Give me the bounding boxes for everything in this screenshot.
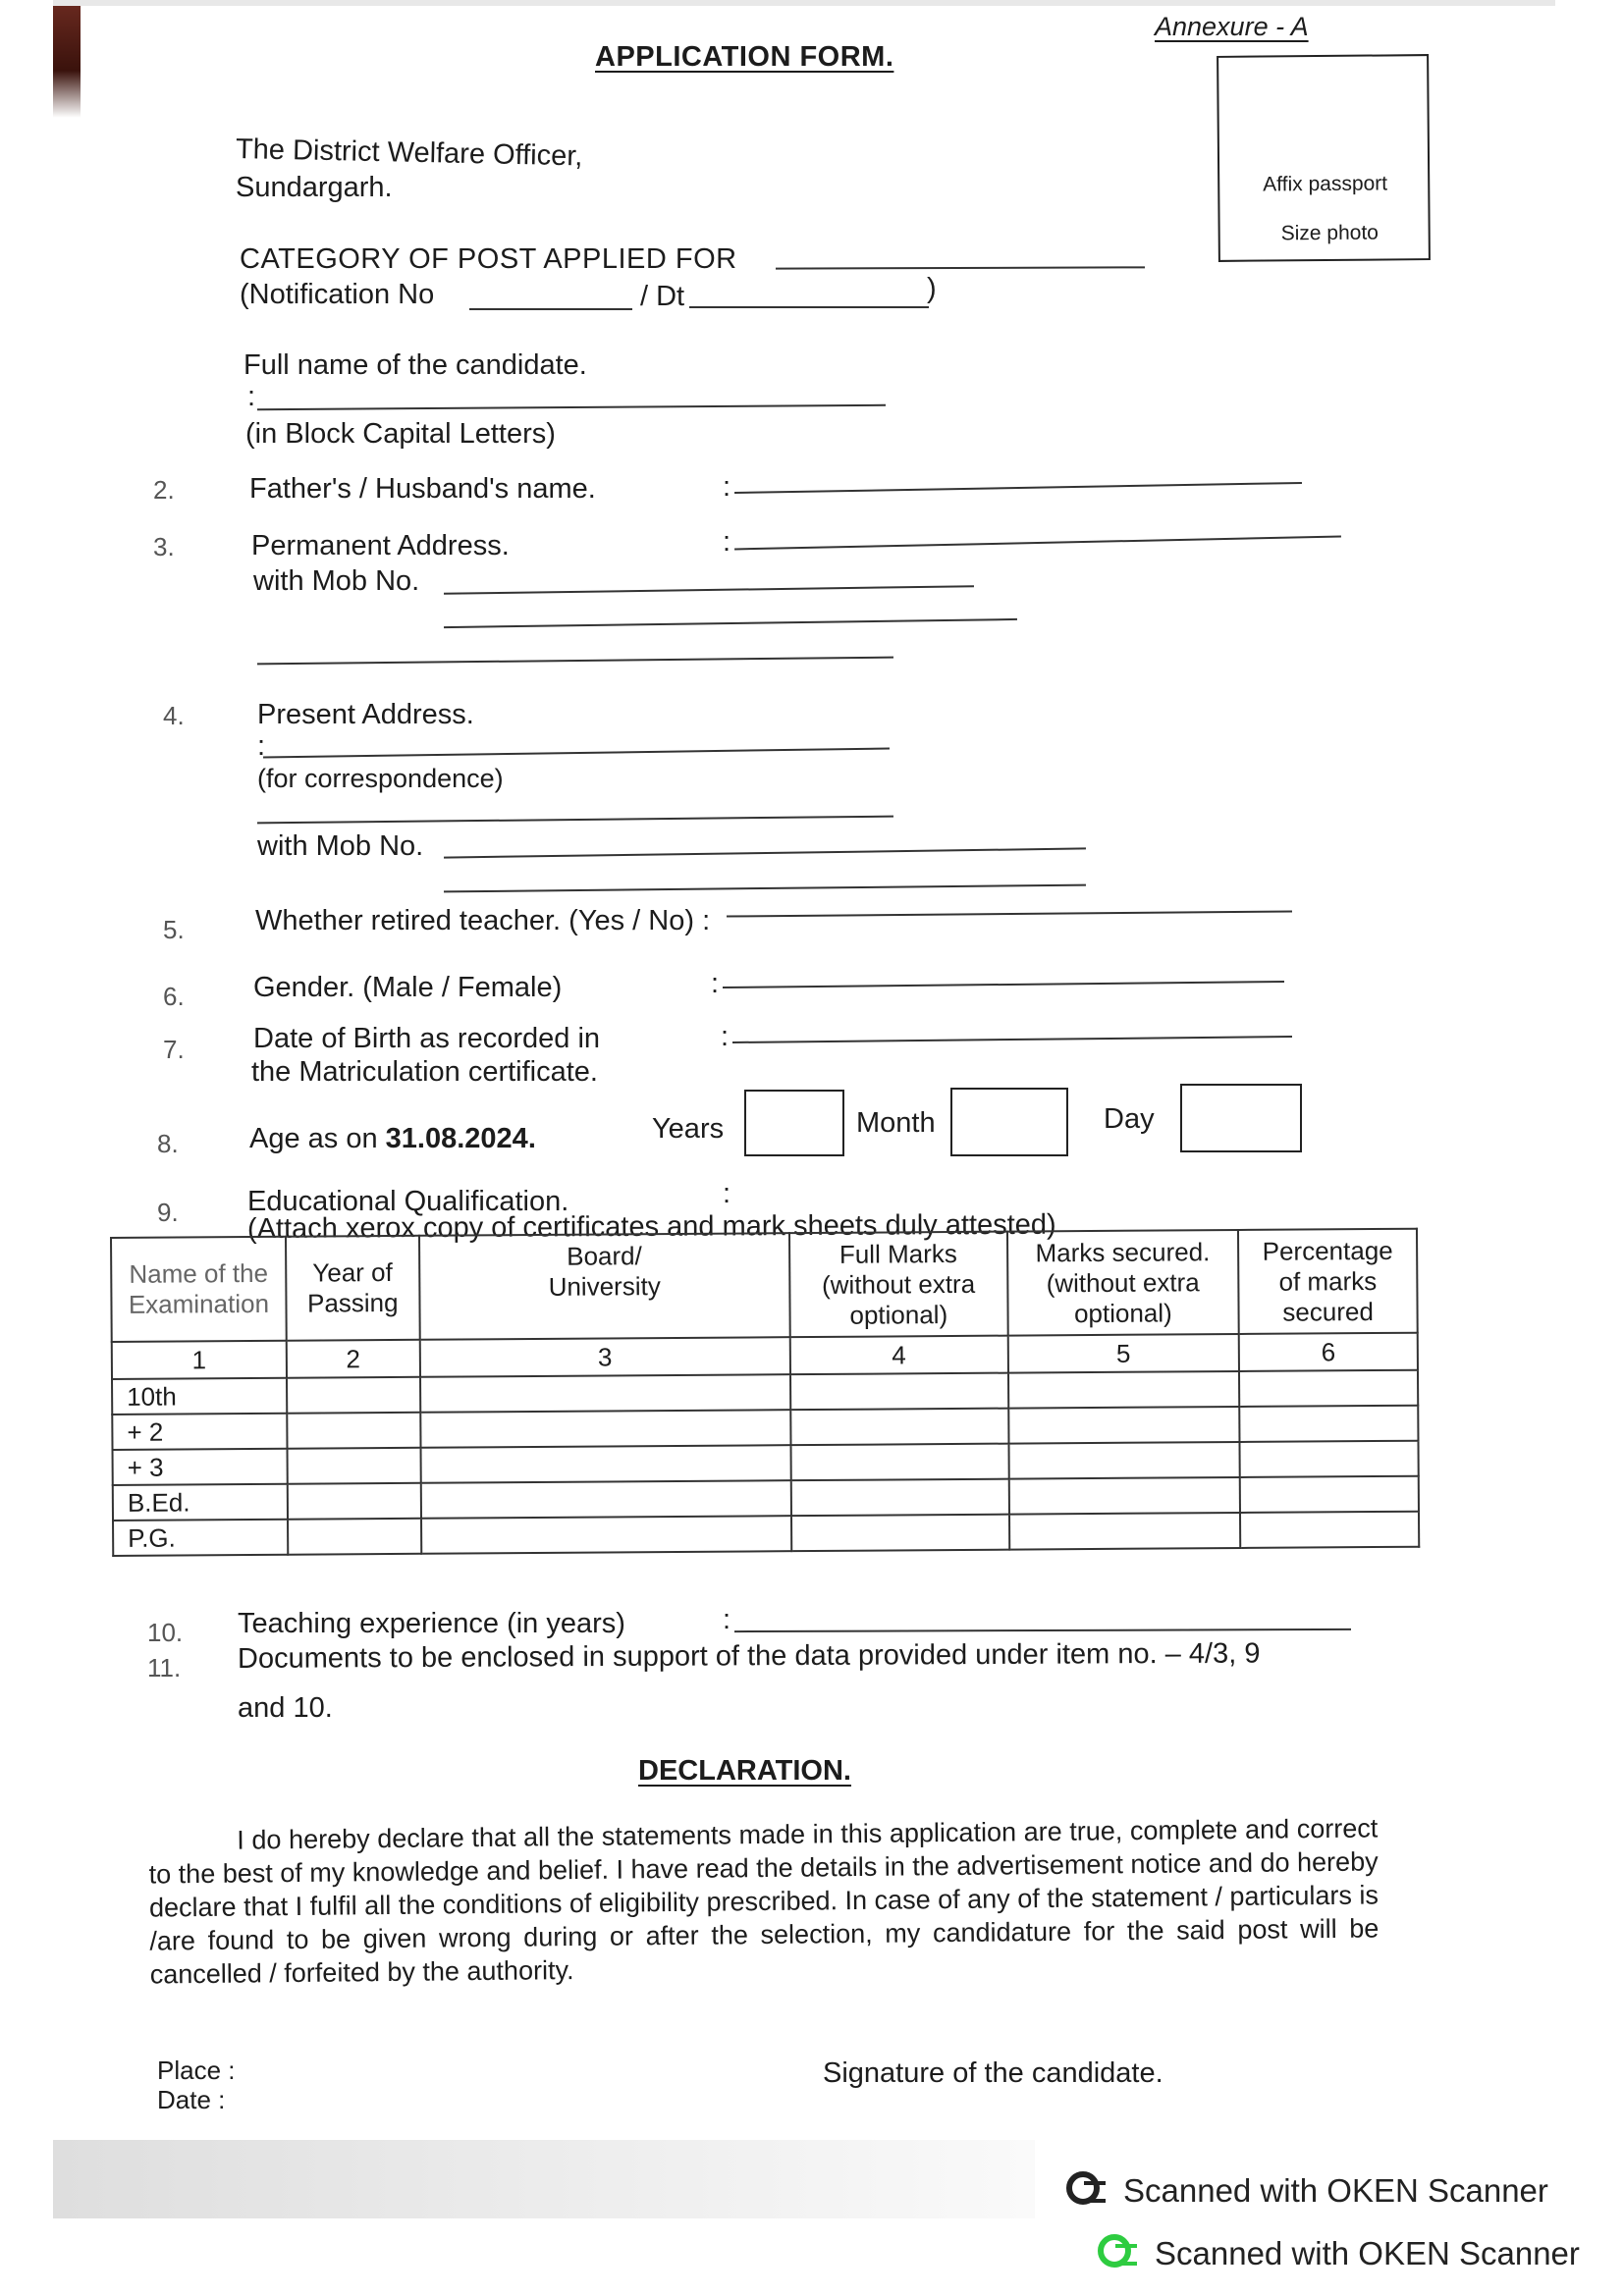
age-years-box[interactable] <box>744 1090 844 1156</box>
table-header-row <box>111 1229 1418 1342</box>
header-text: University <box>548 1271 661 1302</box>
column-number: 6 <box>1239 1333 1418 1371</box>
item-number-6: 6. <box>163 982 185 1011</box>
gender-label: Gender. (Male / Female) <box>253 972 563 1003</box>
board-cell[interactable] <box>420 1410 790 1448</box>
item-number-4: 4. <box>163 701 185 730</box>
page-title: APPLICATION FORM. <box>595 41 894 73</box>
full-name-label: Full name of the candidate. <box>243 349 587 381</box>
full-marks-cell[interactable] <box>790 1409 1008 1446</box>
exam-name: 10th <box>112 1378 287 1415</box>
oken-logo-icon <box>1098 2234 1141 2273</box>
marks-secured-cell[interactable] <box>1009 1513 1241 1550</box>
header-text: Passing <box>306 1287 399 1318</box>
full-marks-cell[interactable] <box>790 1373 1008 1411</box>
permanent-address-field[interactable] <box>734 536 1341 551</box>
column-number: 1 <box>112 1341 287 1379</box>
header-percentage <box>1238 1229 1418 1334</box>
notification-close: ) <box>927 273 937 304</box>
age-month-box[interactable] <box>950 1088 1068 1156</box>
oken-logo-icon <box>1066 2171 1109 2211</box>
gender-colon: : <box>711 968 720 999</box>
year-cell[interactable] <box>288 1519 421 1555</box>
father-name-field[interactable] <box>734 482 1302 494</box>
permanent-mob-label: with Mob No. <box>253 565 420 597</box>
teaching-experience-colon: : <box>723 1604 731 1635</box>
scan-edge-top <box>53 0 1555 6</box>
notification-date-field[interactable] <box>689 306 929 308</box>
present-address-colon: : <box>257 730 266 762</box>
age-day-box[interactable] <box>1180 1084 1302 1152</box>
header-text: (without extra <box>821 1268 976 1300</box>
age-label-text: Age as on <box>249 1123 378 1154</box>
board-cell[interactable] <box>420 1374 790 1413</box>
photo-box-line2: Size photo <box>1280 221 1380 245</box>
header-text: Name of the <box>129 1257 269 1289</box>
father-name-label: Father's / Husband's name. <box>249 473 596 505</box>
present-mob-field[interactable] <box>444 847 1086 858</box>
dob-label-line2: the Matriculation certificate. <box>251 1056 598 1088</box>
header-full-marks <box>789 1232 1007 1338</box>
full-marks-cell[interactable] <box>791 1479 1009 1517</box>
header-text: optional) <box>1073 1297 1172 1328</box>
header-year <box>286 1236 420 1341</box>
years-label: Years <box>652 1113 725 1145</box>
permanent-address-line2[interactable] <box>444 618 1017 628</box>
header-text: Full Marks <box>839 1238 957 1269</box>
year-cell[interactable] <box>287 1448 420 1484</box>
day-label: Day <box>1104 1103 1155 1135</box>
teaching-experience-field[interactable] <box>734 1629 1351 1632</box>
header-text: of marks <box>1278 1265 1378 1297</box>
percentage-cell[interactable] <box>1240 1476 1419 1513</box>
item-number-5: 5. <box>163 915 185 944</box>
declaration-text: I do hereby declare that all the statements made in this application are true, complete and correct to the best of my knowledge and belief. I have read the details in the advertisement notice and do hereby declare that I fulfil all the conditions of eligibility prescribed. In case of any of the statement / particulars is /are found to be given wrong during or after the selection, my candidature for the said post will be cancelled / forfeited by the authority. <box>148 1813 1380 1990</box>
percentage-cell[interactable] <box>1240 1512 1419 1548</box>
photo-box[interactable] <box>1217 54 1431 262</box>
block-letters-note: (in Block Capital Letters) <box>245 418 556 450</box>
percentage-cell[interactable] <box>1240 1441 1419 1477</box>
year-cell[interactable] <box>288 1483 421 1520</box>
scanner-watermark-1 <box>1066 2171 1548 2211</box>
item-number-8: 8. <box>157 1129 179 1158</box>
gender-field[interactable] <box>723 981 1284 988</box>
header-text: secured <box>1282 1296 1374 1327</box>
dob-colon: : <box>721 1021 730 1052</box>
column-number: 5 <box>1007 1334 1239 1373</box>
correspondence-note: (for correspondence) <box>257 764 504 793</box>
marks-secured-cell[interactable] <box>1008 1442 1240 1479</box>
full-name-field[interactable] <box>257 404 886 410</box>
photo-box-line1: Affix passport <box>1263 172 1388 196</box>
permanent-address-line3[interactable] <box>257 657 893 666</box>
documents-line2: and 10. <box>238 1692 333 1724</box>
declaration-title: DECLARATION. <box>638 1755 851 1787</box>
dob-label-line1: Date of Birth as recorded in <box>253 1023 601 1054</box>
annexure-label: Annexure - A <box>1155 12 1309 41</box>
place-field[interactable] <box>247 2081 542 2083</box>
exam-name: P.G. <box>113 1520 288 1556</box>
present-mob-label: with Mob No. <box>257 830 424 862</box>
board-cell[interactable] <box>421 1516 791 1554</box>
retired-teacher-field[interactable] <box>727 910 1292 917</box>
education-label: Educational Qualification. <box>247 1186 569 1217</box>
scanner-text-1: Scanned with OKEN Scanner <box>1123 2172 1548 2209</box>
permanent-address-colon: : <box>723 526 731 558</box>
father-name-colon: : <box>723 471 731 503</box>
column-number: 4 <box>790 1336 1008 1375</box>
month-label: Month <box>856 1107 936 1139</box>
header-text: optional) <box>849 1299 948 1330</box>
percentage-cell[interactable] <box>1239 1406 1418 1442</box>
education-colon: : <box>723 1178 731 1209</box>
permanent-mob-field[interactable] <box>444 585 974 595</box>
percentage-cell[interactable] <box>1239 1370 1418 1407</box>
age-label <box>249 1123 536 1155</box>
dob-field[interactable] <box>732 1036 1292 1043</box>
marks-secured-cell[interactable] <box>1008 1407 1240 1444</box>
header-text: Board/ <box>567 1241 642 1271</box>
exam-name: + 2 <box>112 1414 287 1450</box>
category-label: CATEGORY OF POST APPLIED FOR <box>240 243 737 275</box>
header-board <box>419 1233 790 1340</box>
place-label: Place : <box>157 2056 236 2085</box>
full-marks-cell[interactable] <box>791 1515 1009 1552</box>
education-table <box>110 1228 1420 1557</box>
marks-secured-cell[interactable] <box>1008 1477 1240 1515</box>
addressee-line2: Sundargarh. <box>236 172 393 203</box>
exam-name: B.Ed. <box>113 1484 288 1521</box>
header-marks-secured <box>1007 1230 1239 1336</box>
addressee-line1: The District Welfare Officer, <box>235 133 583 173</box>
age-date: 31.08.2024. <box>385 1123 536 1154</box>
category-field[interactable] <box>776 266 1145 269</box>
date-label: / Dt <box>640 281 685 312</box>
education-attach-note: (Attach xerox copy of certificates and mark sheets duly attested) <box>246 1208 1056 1245</box>
item-number-3: 3. <box>153 532 175 561</box>
column-number: 3 <box>419 1337 789 1377</box>
column-number: 2 <box>287 1340 420 1378</box>
year-cell[interactable] <box>287 1413 420 1449</box>
header-examination <box>111 1237 287 1342</box>
documents-line1: Documents to be enclosed in support of the data provided under item no. – 4/3, 9 <box>237 1637 1261 1675</box>
board-cell[interactable] <box>420 1445 790 1483</box>
teaching-experience-label: Teaching experience (in years) <box>238 1608 625 1639</box>
scanner-text-2: Scanned with OKEN Scanner <box>1155 2235 1580 2271</box>
signature-label: Signature of the candidate. <box>823 2057 1163 2089</box>
header-text: (without extra <box>1046 1266 1200 1298</box>
header-text: Examination <box>128 1288 270 1319</box>
notification-label: (Notification No <box>240 279 435 310</box>
full-marks-cell[interactable] <box>790 1444 1008 1481</box>
item-number-7: 7. <box>163 1035 185 1064</box>
marks-secured-cell[interactable] <box>1008 1371 1240 1409</box>
scan-edge-bottom <box>53 2140 1035 2218</box>
present-address-field[interactable] <box>263 748 890 759</box>
header-text: Marks secured. <box>1035 1236 1211 1267</box>
present-address-label: Present Address. <box>257 699 474 730</box>
retired-teacher-label: Whether retired teacher. (Yes / No) : <box>255 905 711 936</box>
present-address-line3[interactable] <box>444 884 1086 893</box>
full-name-colon: : <box>247 381 256 412</box>
present-address-line2[interactable] <box>257 816 893 825</box>
item-number-9: 9. <box>157 1198 179 1227</box>
item-number-11: 11. <box>147 1653 182 1682</box>
board-cell[interactable] <box>421 1480 791 1519</box>
header-text: Year of <box>312 1256 393 1288</box>
permanent-address-label: Permanent Address. <box>251 530 510 561</box>
scanner-watermark-2 <box>1098 2234 1580 2273</box>
exam-name: + 3 <box>113 1449 288 1485</box>
item-number-2: 2. <box>153 475 175 505</box>
scan-edge-shadow <box>53 0 81 118</box>
year-cell[interactable] <box>287 1377 420 1414</box>
header-text: Percentage <box>1262 1235 1393 1266</box>
date-label-footer: Date : <box>157 2085 226 2114</box>
item-number-10: 10. <box>147 1618 184 1647</box>
notification-no-field[interactable] <box>469 308 632 310</box>
